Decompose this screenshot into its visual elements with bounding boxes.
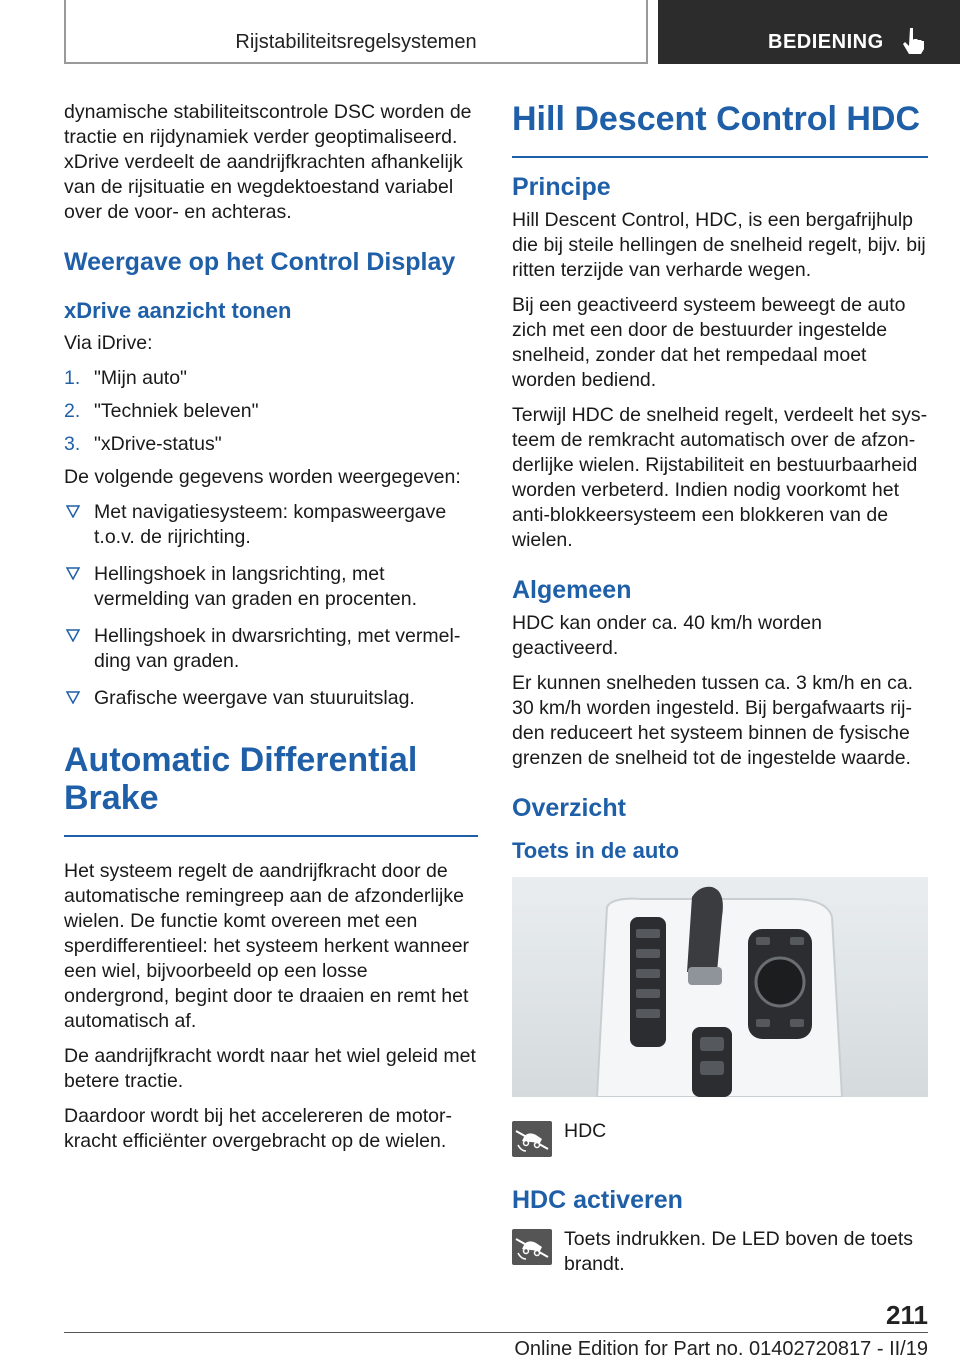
heading-automatic-differential-brake: Automatic Differential Brake [64, 741, 478, 837]
bullet-text: Met navigatiesysteem: kompasweergave t.o.v. de rijrichting. [94, 501, 447, 548]
triangle-bullet-icon [66, 690, 80, 704]
triangle-bullet-icon [66, 504, 80, 518]
heading-overzicht: Overzicht [512, 794, 626, 822]
bullet-list [64, 500, 478, 711]
adb-paragraph-3: Daardoor wordt bij het accelereren de motorkracht efficiënter overgebracht op de wielen. [64, 1105, 453, 1152]
step-number: 3. [64, 433, 81, 455]
center-console-photo [512, 877, 928, 1097]
heading-algemeen: Algemeen [512, 576, 632, 604]
hill-descent-car-icon [512, 1121, 552, 1157]
step-number: 2. [64, 400, 81, 422]
hdc-activate-text: Toets indrukken. De LED boven de toets brandt. [564, 1228, 914, 1275]
triangle-bullet-icon [66, 628, 80, 642]
list-item [64, 366, 478, 391]
adb-paragraph-1: Het systeem regelt de aandrijfkracht door de automatische remingreep aan de afzonderlijke wielen. De functie komt overeen met een sperdifferentieel: het systeem herkent wanneer een wiel, bijvoorbeeld op een losse ondergrond, begint door te draaien en remt het automatisch af. [64, 860, 470, 1032]
bullet-text: Hellingshoek in langsrichting, met vermelding van graden en procenten. [94, 563, 418, 610]
heading-toets-in-de-auto: Toets in de auto [512, 838, 680, 863]
principe-paragraph-3: Terwijl HDC de snelheid regelt, verdeelt het systeem de remkracht automatisch over de afzonderlijke wielen. Rijstabiliteit en bestuurbaarheid worden verbeterd. Indien nodig voorkomt het anti-blokkeersysteem een blokkeren van de wielen. [512, 404, 928, 551]
hdc-activate-row [512, 1223, 928, 1277]
list-item [64, 562, 478, 612]
steps-list [64, 366, 478, 457]
list-item [64, 399, 478, 424]
center-console-illustration [512, 877, 928, 1097]
bullet-text: Hellingshoek in dwarsrichting, met vermelding van graden. [94, 625, 461, 672]
step-text: "xDrive-status" [94, 433, 222, 455]
list-item [64, 624, 478, 674]
list-item [64, 500, 478, 550]
step-number: 1. [64, 367, 81, 389]
data-intro-text: De volgende gegevens worden weergegeven: [64, 466, 461, 488]
heading-hdc-activeren: HDC activeren [512, 1186, 683, 1214]
section-tab [658, 0, 960, 64]
hdc-icon-label: HDC [564, 1120, 607, 1142]
heading-principe: Principe [512, 173, 611, 201]
page-number: 211 [886, 1300, 928, 1330]
list-item [64, 432, 478, 457]
right-column [512, 100, 928, 1287]
algemeen-paragraph-2: Er kunnen snelheden tussen ca. 3 km/h en ca. 30 km/h worden ingesteld. Bij bergafwaarts rijden reduceert het systeem binnen de fysische grenzen de snelheid tot de ingestelde waarde. [512, 672, 914, 769]
intro-paragraph: dynamische stabiliteitscontrole DSC worden de tractie en rijdynamiek verder geoptimaliseerd. xDrive verdeelt de aandrijfkrachten afhankelijk van de rijsituatie en wegdektoestand variabel over de voor- en achteras. [64, 101, 472, 223]
bullet-text: Grafische weergave van stuuruitslag. [94, 687, 415, 709]
section-title: BEDIENING [768, 31, 884, 53]
hill-descent-car-icon [512, 1229, 552, 1265]
via-idrive-text: Via iDrive: [64, 332, 153, 354]
edition-note: Online Edition for Part no. 01402720817 - II/19 [514, 1338, 928, 1360]
footer-divider [64, 1332, 928, 1333]
algemeen-paragraph-1: HDC kan onder ca. 40 km/h worden geactiveerd. [512, 612, 822, 659]
hand-pointer-icon [900, 26, 928, 56]
left-column [64, 100, 478, 1164]
triangle-bullet-icon [66, 566, 80, 580]
heading-hill-descent-control: Hill Descent Control HDC [512, 100, 928, 158]
heading-xdrive-view: xDrive aanzicht tonen [64, 298, 292, 323]
page-footer [64, 1300, 928, 1362]
principe-paragraph-1: Hill Descent Control, HDC, is een bergafrijhulp die bij steile hellingen de snelheid regelt, bijv. bij ritten terzijde van verharde wegen. [512, 209, 926, 281]
chapter-title: Rijstabiliteitsregelsystemen [64, 0, 648, 64]
list-item [64, 686, 478, 711]
adb-paragraph-2: De aandrijfkracht wordt naar het wiel geleid met betere tractie. [64, 1045, 476, 1092]
principe-paragraph-2: Bij een geactiveerd systeem beweegt de auto zich met een door de bestuurder ingestelde snelheid, zonder dat het rempedaal moet worden bediend. [512, 294, 906, 391]
page-header [0, 0, 960, 66]
step-text: "Mijn auto" [94, 367, 187, 389]
step-text: "Techniek beleven" [94, 400, 259, 422]
heading-control-display: Weergave op het Control Display [64, 248, 456, 276]
hdc-icon-row [512, 1115, 928, 1155]
